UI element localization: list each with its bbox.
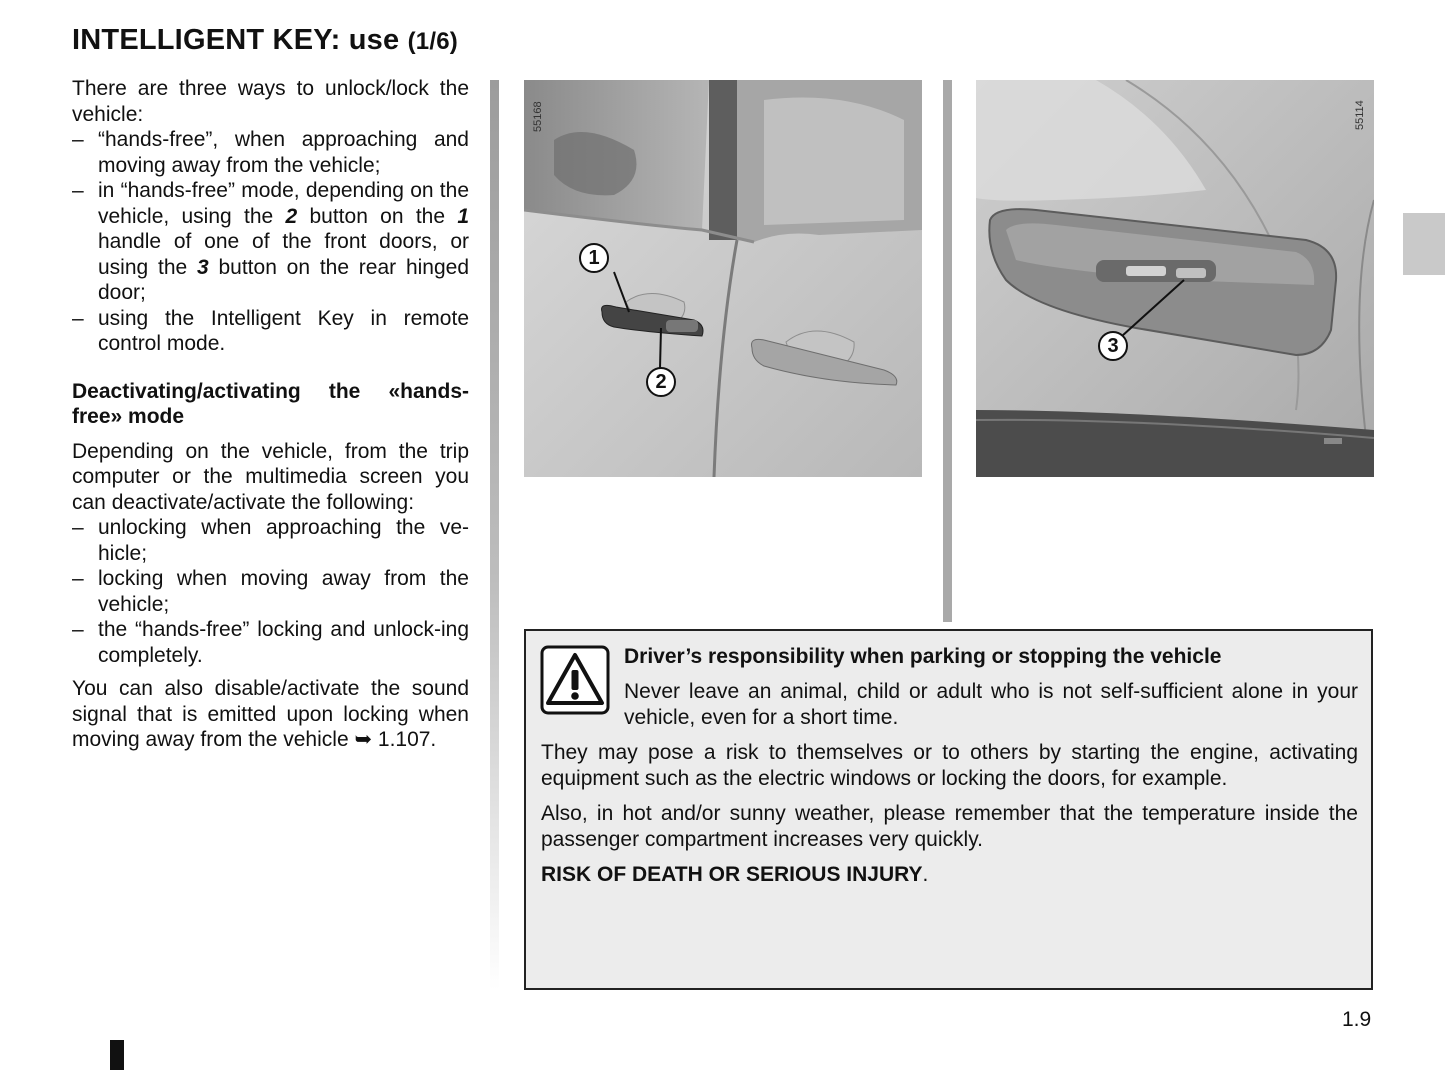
list-item: – locking when moving away from the vehicle; bbox=[72, 567, 469, 616]
page-edge-marker bbox=[110, 1040, 124, 1070]
warning-paragraph-4: RISK OF DEATH OR SERIOUS INJURY. bbox=[541, 863, 929, 886]
title-text: INTELLIGENT KEY: use bbox=[72, 24, 400, 56]
callout-2: 2 bbox=[646, 367, 676, 397]
intro-paragraph: There are three ways to unlock/lock the vehicle: bbox=[72, 77, 469, 126]
column-divider-bar bbox=[490, 80, 499, 990]
left-column bbox=[72, 76, 469, 753]
list-item: – the “hands-free” locking and unlock-ing completely. bbox=[72, 618, 469, 667]
figure-divider-bar bbox=[943, 80, 952, 622]
front-door-illustration bbox=[524, 80, 922, 477]
deactivate-paragraph: Depending on the vehicle, from the trip computer or the multimedia screen you can deactivate/activate the following: bbox=[72, 439, 469, 514]
way-2-text: in “hands-free” mode, depending on the vehicle, using the 2 button on the 1 handle of one of the front doors, or using the 3 button on the rear hinged door; bbox=[98, 179, 470, 304]
unlock-ways-list bbox=[72, 127, 469, 357]
way-1-text: “hands-free”, when approaching and moving away from the vehicle; bbox=[98, 128, 469, 177]
sound-signal-paragraph: You can also disable/activate the sound signal that is emitted upon locking when moving away from the vehicle ➥ 1.107. bbox=[72, 677, 469, 751]
warning-triangle-icon bbox=[540, 645, 610, 715]
warning-paragraph-3: Also, in hot and/or sunny weather, please remember that the temperature inside the passenger compartment increases very quickly. bbox=[541, 802, 1358, 851]
section-subheading: Deactivating/activating the «hands-free» mode bbox=[72, 379, 469, 428]
page-number: 1.9 bbox=[1342, 1008, 1372, 1031]
warning-paragraph-2: They may pose a risk to themselves or to others by starting the engine, activating equipment such as the electric windows or locking the doors, for example. bbox=[541, 741, 1358, 790]
figure-ref-code: 55114 bbox=[1354, 100, 1366, 130]
warning-paragraph-1: Never leave an animal, child or adult who is not self-sufficient alone in your vehicle, even for a short time. bbox=[624, 680, 1358, 729]
list-item: – using the Intelligent Key in remote control mode. bbox=[72, 306, 469, 355]
list-item: – “hands-free”, when approaching and moving away from the vehicle; bbox=[72, 128, 469, 177]
front-door-handle-figure bbox=[524, 80, 922, 477]
warning-body bbox=[541, 740, 1358, 898]
section-tab bbox=[1403, 213, 1445, 275]
rear-door-button-figure bbox=[976, 80, 1374, 477]
figure-ref-code: 55168 bbox=[532, 101, 544, 132]
options-list bbox=[72, 515, 469, 668]
list-item: – in “hands-free” mode, depending on the vehicle, using the 2 button on the 1 handle of one of the front doors, or using the 3 button on the rear hinged door; bbox=[72, 179, 470, 304]
list-item: – unlocking when approaching the ve-hicle; bbox=[72, 516, 469, 565]
warning-heading: Driver’s responsibility when parking or stopping the vehicle bbox=[624, 645, 1222, 668]
title-part: (1/6) bbox=[407, 28, 458, 55]
way-3-text: using the Intelligent Key in remote control mode. bbox=[98, 306, 469, 355]
rear-door-illustration bbox=[976, 80, 1374, 477]
callout-1: 1 bbox=[579, 243, 609, 273]
callout-3: 3 bbox=[1098, 331, 1128, 361]
warning-box bbox=[524, 629, 1373, 990]
risk-statement: RISK OF DEATH OR SERIOUS INJURY bbox=[541, 863, 923, 886]
page-title bbox=[72, 24, 458, 57]
